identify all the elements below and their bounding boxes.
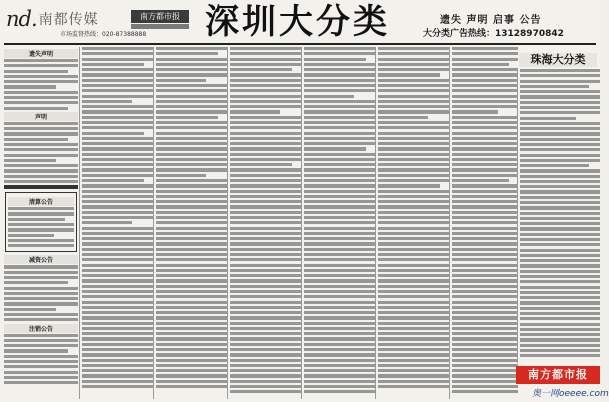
logo bbox=[6, 7, 99, 31]
masthead-rule bbox=[4, 43, 596, 45]
column-5 bbox=[301, 47, 376, 399]
bold-notice bbox=[4, 185, 78, 189]
logo-name: 南都传媒 bbox=[38, 12, 99, 28]
column-3 bbox=[153, 47, 228, 399]
text-block bbox=[4, 59, 78, 110]
text-block bbox=[230, 47, 302, 393]
column-1 bbox=[4, 47, 78, 399]
brand-box: 南方都市报 bbox=[131, 10, 189, 23]
ad-title: 遗失 声明 启事 公告 bbox=[440, 15, 542, 26]
section-heading: 清算公告 bbox=[8, 197, 74, 206]
page-title: 深圳大分类 bbox=[205, 2, 390, 42]
text-block bbox=[452, 47, 518, 393]
section-heading: 注销公告 bbox=[4, 324, 78, 333]
hotline: 市场监督热线：020-87388888 bbox=[60, 31, 147, 38]
text-block bbox=[156, 47, 228, 388]
column-7 bbox=[449, 47, 518, 399]
section-heading: 遗失声明 bbox=[4, 49, 78, 58]
text-block bbox=[4, 334, 78, 385]
boxed-notice bbox=[5, 192, 77, 252]
column-6 bbox=[375, 47, 450, 399]
footer-brand: 南方都市报 bbox=[516, 366, 600, 384]
text-block bbox=[82, 47, 154, 388]
text-block bbox=[4, 265, 78, 321]
text-block bbox=[304, 47, 376, 393]
text-block bbox=[520, 69, 600, 357]
ad-hotline: 大分类广告热线：13128970842 bbox=[423, 29, 564, 39]
column-2 bbox=[79, 47, 154, 399]
column-4 bbox=[227, 47, 302, 399]
logo-mark: nd. bbox=[6, 7, 37, 31]
masthead bbox=[0, 0, 600, 44]
section-heading: 减资公告 bbox=[4, 255, 78, 264]
text-block bbox=[378, 47, 450, 388]
footer-site: 奥一网oeeee.com bbox=[532, 389, 609, 399]
text-block bbox=[4, 122, 78, 183]
zhuhai-heading: 珠海大分类 bbox=[519, 53, 597, 67]
section-heading: 声明 bbox=[4, 112, 78, 121]
column-zhuhai bbox=[517, 69, 600, 363]
